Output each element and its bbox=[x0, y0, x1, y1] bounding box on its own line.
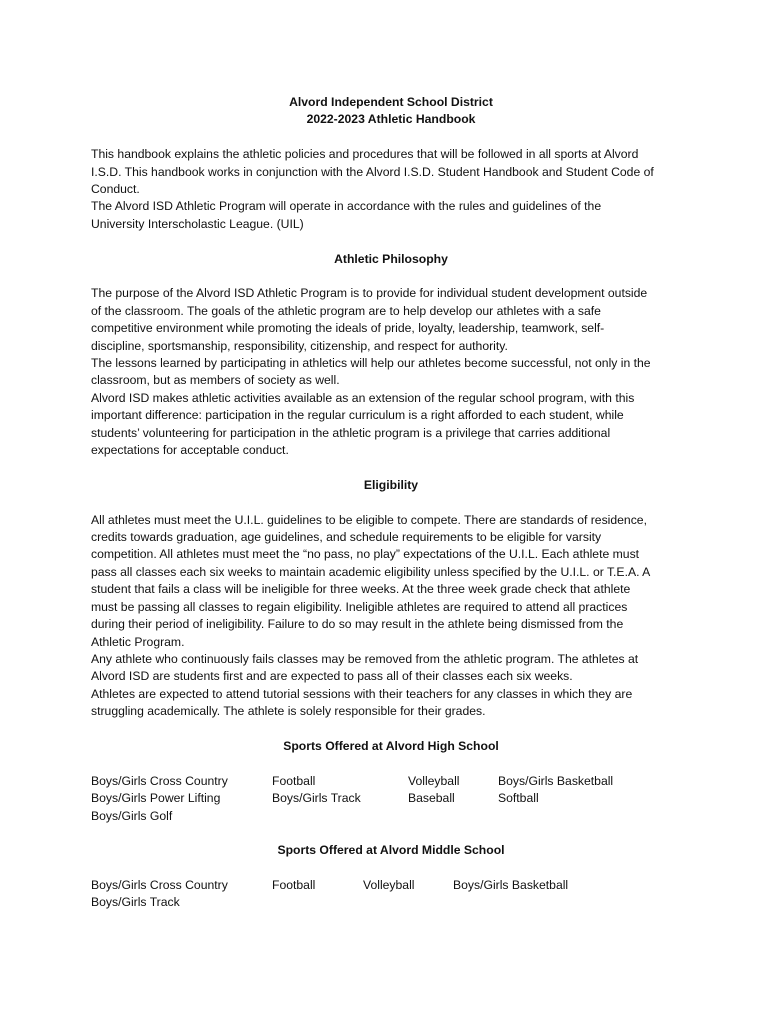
eligibility-heading: Eligibility bbox=[363, 477, 419, 492]
philosophy-paragraph-2: The lessons learned by participating in athletics will help our athletes become successful, not only in the classroom, but as members of society as well. bbox=[91, 356, 651, 388]
high-school-sports-column-1 bbox=[91, 773, 228, 825]
middle-school-sports-column-3 bbox=[363, 877, 415, 894]
philosophy-paragraph-1: The purpose of the Alvord ISD Athletic Program is to provide for individual student development outside of the classroom. The goals of the athletic program are to help develop our athletes with a safe competitive environment while promoting the ideals of pride, loyalty, leadership, teamwork, self- discipline, sportsmanship, responsibility, citizenship, and respect for authority. bbox=[91, 286, 648, 353]
middle-school-sports-list bbox=[91, 877, 691, 912]
sport-item: Boys/Girls Track bbox=[91, 895, 180, 910]
high-school-sports-column-4 bbox=[498, 773, 613, 808]
intro-paragraph-1: This handbook explains the athletic policies and procedures that will be followed in all sports at Alvord I.S.D. This handbook works in conjunction with the Alvord I.S.D. Student Handbook and Student Code of Conduct. bbox=[91, 147, 654, 197]
high-school-sports-column-2 bbox=[272, 773, 361, 808]
sport-item: Boys/Girls Basketball bbox=[498, 773, 614, 788]
sport-item: Football bbox=[272, 877, 316, 892]
document-title-handbook: 2022-2023 Athletic Handbook bbox=[306, 112, 476, 127]
eligibility-paragraph-3: Athletes are expected to attend tutorial sessions with their teachers for any classes in which they are struggling academically. The athlete is solely responsible for their grades. bbox=[91, 686, 633, 719]
eligibility-paragraph-2: Any athlete who continuously fails classes may be removed from the athletic program. The athletes at Alvord ISD are students first and are expected to pass all of their classes each six weeks. bbox=[91, 651, 639, 684]
sport-item: Boys/Girls Track bbox=[272, 791, 361, 806]
eligibility-paragraph-1: All athletes must meet the U.I.L. guidelines to be eligible to compete. There are standards of residence, credits towards graduation, age guidelines, and schedule requirements to be eligible for varsity competition. All athletes must meet the “no pass, no play” expectations of the U.I.L. Each athlete must pass all classes each six weeks to maintain academic eligibility unless specified by the U.I.L. or T.E.A. A student that fails a class will be ineligible for three weeks. At the three week grade check that athlete must be passing all classes to regain eligibility. Ineligible athletes are required to attend all practices during their period of ineligibility. Failure to do so may result in the athlete being dismissed from the Athletic Program. bbox=[91, 512, 651, 649]
intro-paragraph-2: The Alvord ISD Athletic Program will operate in accordance with the rules and guidelines of the University Interscholastic League. (UIL) bbox=[91, 199, 602, 231]
high-school-sports-heading: Sports Offered at Alvord High School bbox=[283, 738, 499, 753]
middle-school-sports-heading: Sports Offered at Alvord Middle School bbox=[277, 843, 505, 858]
high-school-sports-list bbox=[91, 773, 691, 825]
sport-item: Boys/Girls Cross Country bbox=[91, 877, 228, 892]
philosophy-paragraph-3: Alvord ISD makes athletic activities available as an extension of the regular school program, with this important difference: participation in the regular curriculum is a right afforded to each student, while students’ volunteering for participation in the athletic program is a privilege that carries additional expectations for acceptable conduct. bbox=[91, 390, 635, 458]
middle-school-sports-column-1 bbox=[91, 877, 228, 912]
middle-school-sports-column-4 bbox=[453, 877, 568, 894]
high-school-sports-column-3 bbox=[408, 773, 460, 808]
middle-school-sports-column-2 bbox=[272, 877, 315, 894]
document-content bbox=[91, 94, 691, 912]
sport-item: Softball bbox=[498, 791, 539, 806]
sport-item: Volleyball bbox=[363, 877, 415, 892]
philosophy-heading: Athletic Philosophy bbox=[334, 251, 448, 266]
sport-item: Boys/Girls Basketball bbox=[453, 877, 569, 892]
sport-item: Volleyball bbox=[408, 773, 460, 788]
sport-item: Baseball bbox=[408, 791, 455, 806]
sport-item: Boys/Girls Golf bbox=[91, 808, 173, 823]
document-title-district: Alvord Independent School District bbox=[289, 95, 493, 109]
sport-item: Football bbox=[272, 773, 316, 788]
sport-item: Boys/Girls Power Lifting bbox=[91, 791, 221, 806]
sport-item: Boys/Girls Cross Country bbox=[91, 773, 228, 788]
